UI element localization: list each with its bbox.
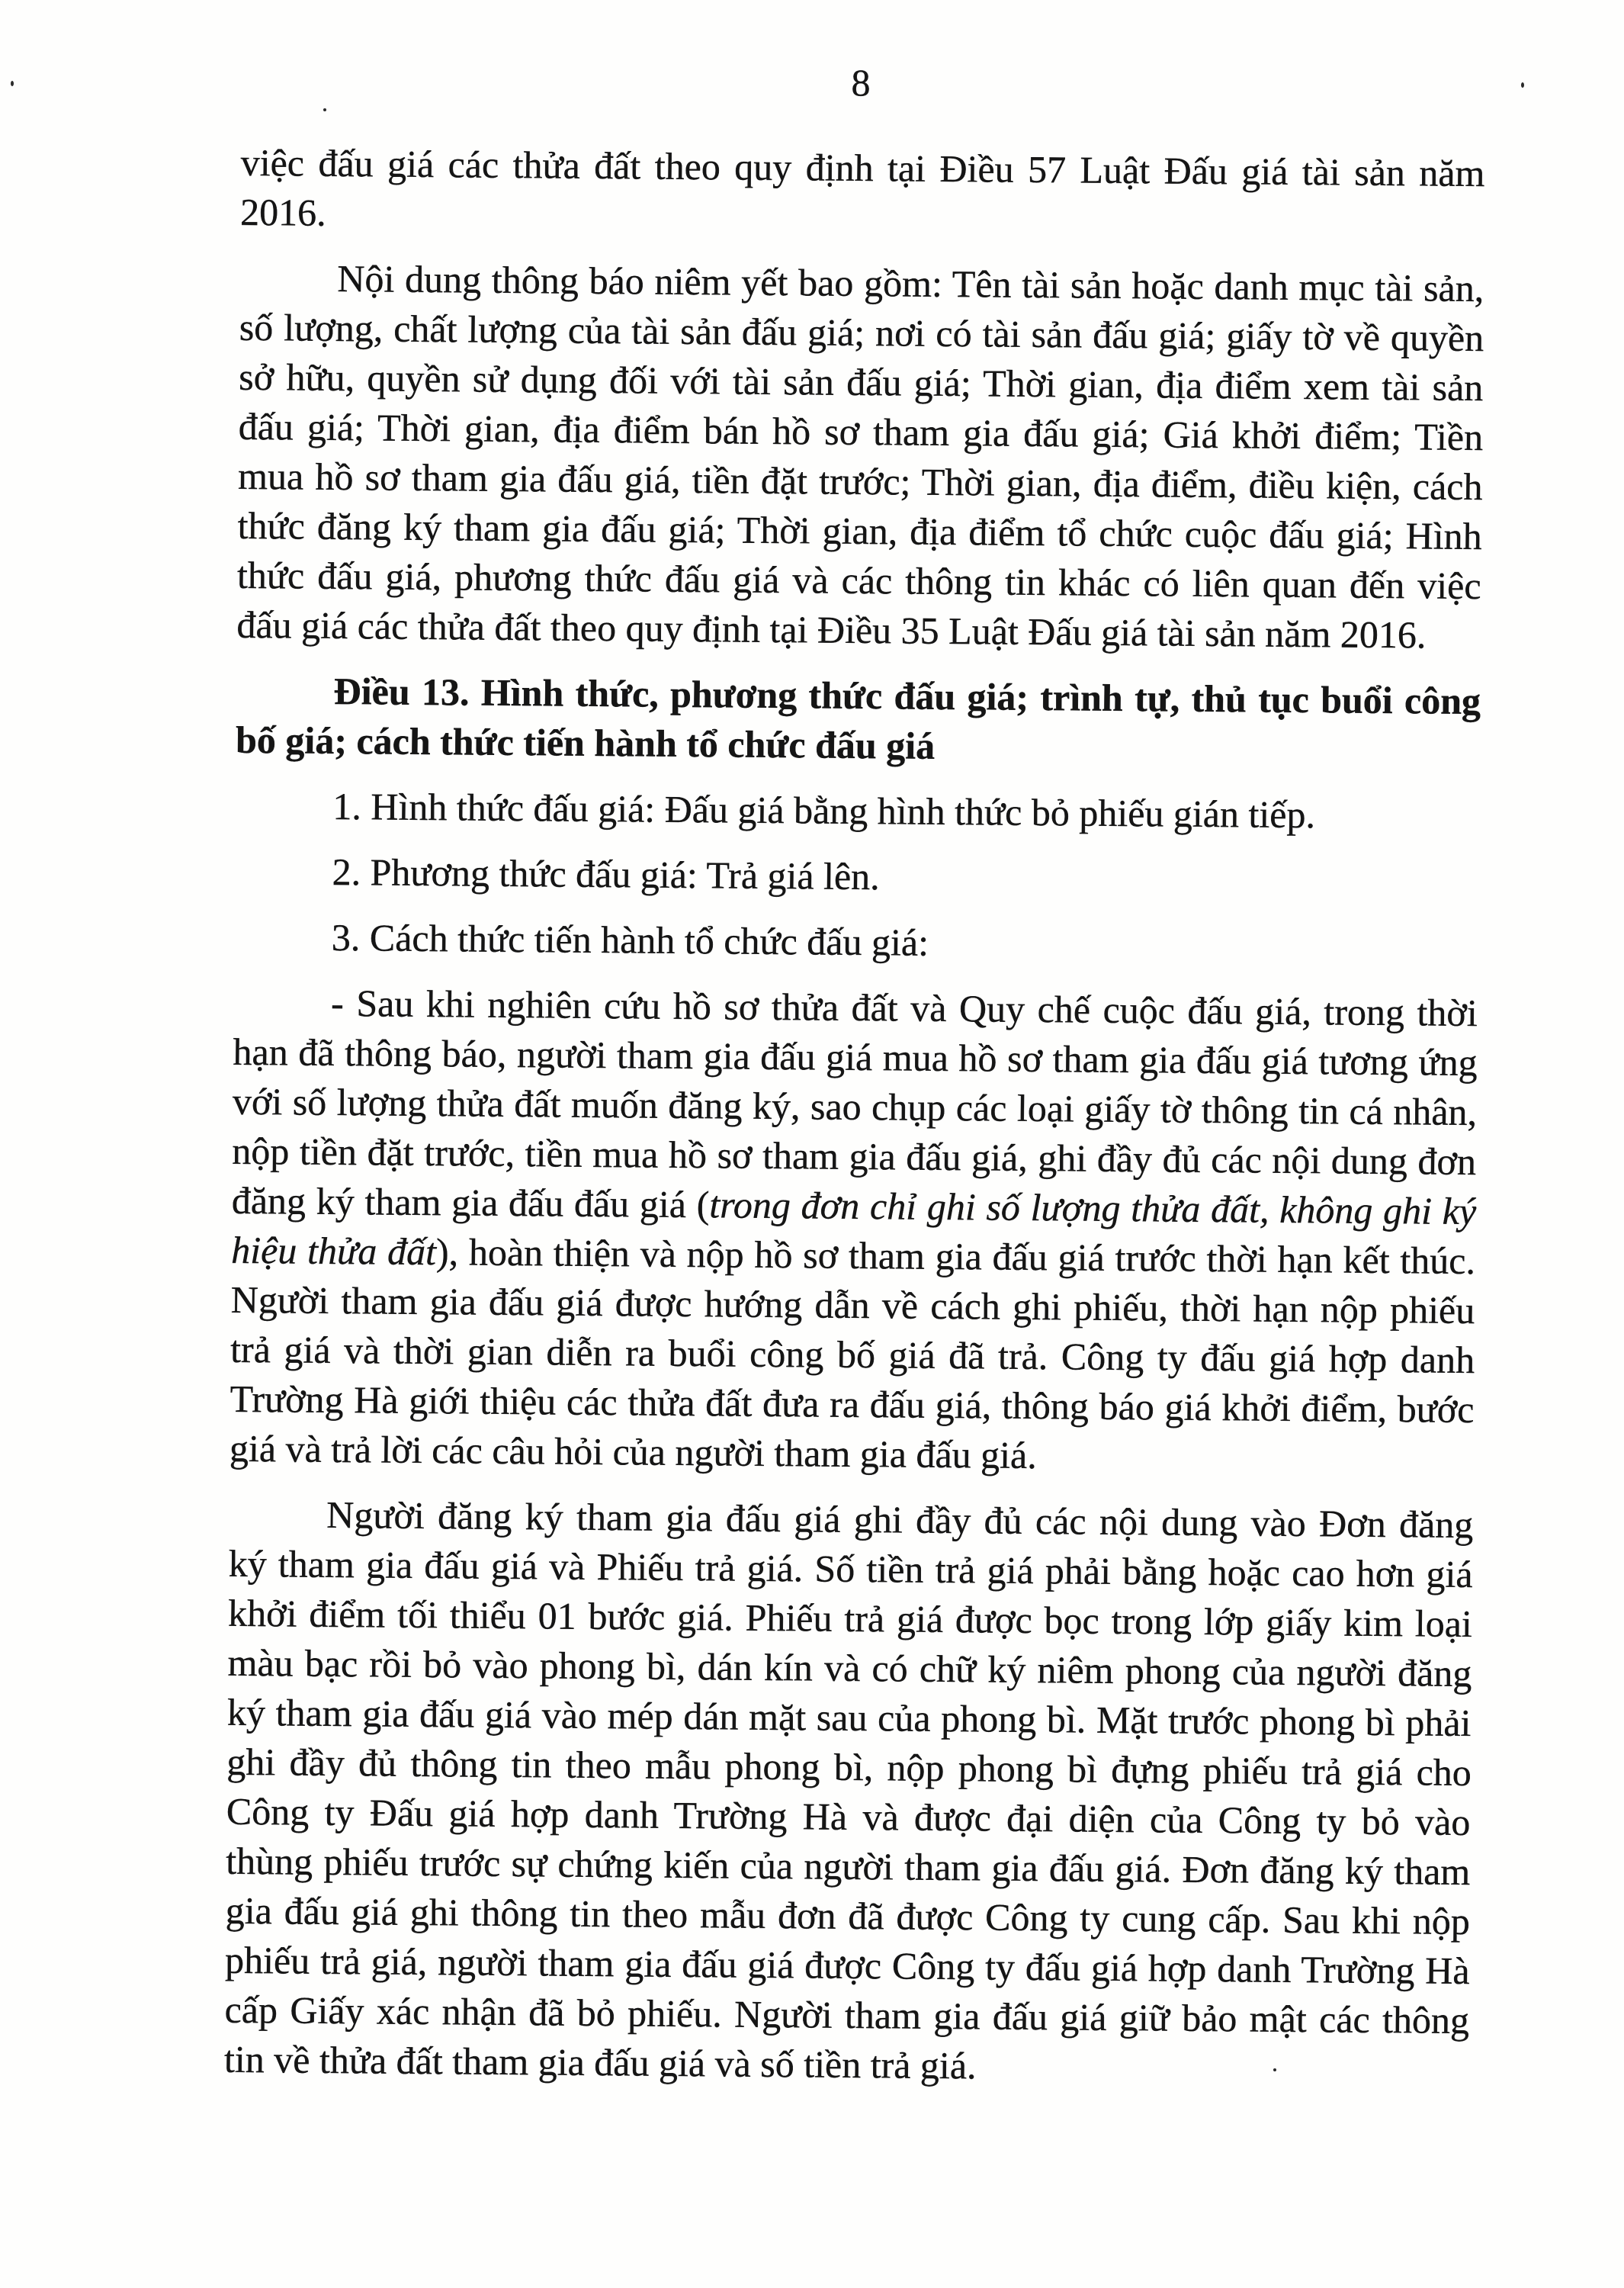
line-text: Người tham gia đấu giá được hướng dẫn về cách ghi phiếu, thời hạn nộp phiếu: [230, 1277, 1475, 1332]
line-text: ký tham gia đấu giá vào mép dán mặt sau của phong bì. Mặt trước phong bì phải: [226, 1690, 1472, 1745]
line-text: gia đấu giá ghi thông tin theo mẫu đơn đã được Công ty cung cấp. Sau khi nộp: [225, 1888, 1471, 1943]
line-text: 2. Phương thức đấu giá: Trả giá lên.: [332, 850, 880, 898]
line-text: ghi đầy đủ thông tin theo mẫu phong bì, nộp phong bì đựng phiếu trả giá cho: [226, 1740, 1472, 1795]
line-text: phiếu trả giá, người tham gia đấu giá được Công ty đấu giá hợp danh Trường Hà: [224, 1938, 1470, 1993]
line-text: hạn đã thông báo, người tham gia đấu giá mua hồ sơ tham gia đấu giá tương ứng: [233, 1030, 1478, 1085]
line-text: - Sau khi nghiên cứu hồ sơ thửa đất và Quy chế cuộc đấu giá, trong thời: [330, 981, 1478, 1035]
line-text: Công ty Đấu giá hợp danh Trường Hà và được đại diện của Công ty bỏ vào: [226, 1789, 1471, 1844]
line-text: mua hồ sơ tham gia đấu giá, tiền đặt trước; Thời gian, địa điểm, điều kiện, cách: [237, 454, 1483, 509]
line-text: nộp tiền đặt trước, tiền mua hồ sơ tham gia đấu giá, ghi đầy đủ các nội dung đơn: [232, 1129, 1477, 1184]
line-text: 3. Cách thức tiến hành tổ chức đấu giá:: [331, 915, 929, 964]
article-heading: [236, 666, 1481, 776]
line-text: Người đăng ký tham gia đấu giá ghi đầy đủ các nội dung vào Đơn đăng: [326, 1493, 1474, 1547]
line-text: ký tham gia đấu giá và Phiếu trả giá. Số tiền trả giá phải bằng hoặc cao hơn giá: [228, 1541, 1473, 1596]
scan-speck: [323, 108, 326, 111]
line-text: đấu giá; Thời gian, địa điểm bán hồ sơ tham gia đấu giá; Giá khởi điểm; Tiền: [238, 404, 1484, 459]
line-text: thức đấu giá, phương thức đấu giá và các thông tin khác có liên quan đến việc: [236, 553, 1481, 608]
paragraph-procedure: [229, 978, 1478, 1484]
line-text: thức đăng ký tham gia đấu giá; Thời gian, địa điểm tổ chức cuộc đấu giá; Hình: [237, 503, 1482, 558]
text-line: [234, 912, 1479, 972]
line-text: với số lượng thửa đất muốn đăng ký, sao chụp các loại giấy tờ thông tin cá nhân,: [232, 1079, 1478, 1134]
text-line: [235, 781, 1480, 841]
list-item: [234, 847, 1479, 907]
line-text: tin về thửa đất tham gia đấu giá và số tiền trả giá.: [223, 2037, 977, 2087]
list-item: [234, 912, 1479, 972]
line-text: sở hữu, quyền sử dụng đối với tài sản đấu giá; Thời gian, địa điểm xem tài sản: [239, 355, 1484, 410]
line-text: thùng phiếu trước sự chứng kiến của người tham gia đấu giá. Đơn đăng ký tham: [226, 1839, 1471, 1894]
document-body: [224, 138, 1485, 2095]
scan-speck: [11, 81, 14, 86]
paragraph-notice: [236, 253, 1484, 660]
italic-text: trong đơn chỉ ghi số lượng thửa đất, không ghi ký: [709, 1183, 1477, 1233]
line-text: giá và trả lời các câu hỏi của người tham gia đấu giá.: [229, 1426, 1037, 1477]
paragraph-submission: [224, 1489, 1474, 2095]
line-text: khởi điểm tối thiểu 01 bước giá. Phiếu trả giá được bọc trong lớp giấy kim loại: [227, 1591, 1473, 1646]
page-number: 8: [851, 61, 871, 104]
line-text: màu bạc rồi bỏ vào phong bì, dán kín và có chữ ký niêm phong của người đăng: [227, 1640, 1472, 1695]
line-text: Điều 13. Hình thức, phương thức đấu giá; trình tự, thủ tục buổi công: [333, 669, 1481, 723]
line-text: trả giá và thời gian diễn ra buổi công bố giá đã trả. Công ty đấu giá hợp danh: [229, 1327, 1475, 1382]
line-text: Trường Hà giới thiệu các thửa đất đưa ra đấu giá, thông báo giá khởi điểm, bước: [229, 1377, 1475, 1432]
list-item: [235, 781, 1480, 841]
line-text: bố giá; cách thức tiến hành tổ chức đấu giá: [235, 718, 936, 767]
line-text: 1. Hình thức đấu giá: Đấu giá bằng hình thức bỏ phiếu gián tiếp.: [332, 784, 1316, 837]
line-text: việc đấu giá các thửa đất theo quy định tại Điều 57 Luật Đấu giá tài sản năm: [240, 140, 1485, 195]
line-text: cấp Giấy xác nhận đã bỏ phiếu. Người tham gia đấu giá giữ bảo mật các thông: [224, 1988, 1470, 2042]
text-segment: ), hoàn thiện và nộp hồ sơ tham gia đấu giá trước thời hạn kết thúc.: [435, 1230, 1476, 1283]
line-text: đấu giá các thửa đất theo quy định tại Điều 35 Luật Đấu giá tài sản năm 2016.: [236, 603, 1427, 657]
text-line: [236, 600, 1481, 660]
line-text: Nội dung thông báo niêm yết bao gồm: Tên tài sản hoặc danh mục tài sản,: [337, 256, 1484, 310]
line-text: số lượng, chất lượng của tài sản đấu giá; nơi có tài sản đấu giá; giấy tờ về quyền: [239, 305, 1484, 360]
text-segment: đăng ký tham gia đấu đấu giá (: [231, 1178, 710, 1226]
line-text: 2016.: [239, 190, 326, 234]
scan-speck: [1521, 82, 1524, 88]
italic-text: hiệu thửa đất: [231, 1228, 437, 1274]
paragraph-continued: [240, 138, 1485, 248]
text-line: [234, 847, 1479, 907]
